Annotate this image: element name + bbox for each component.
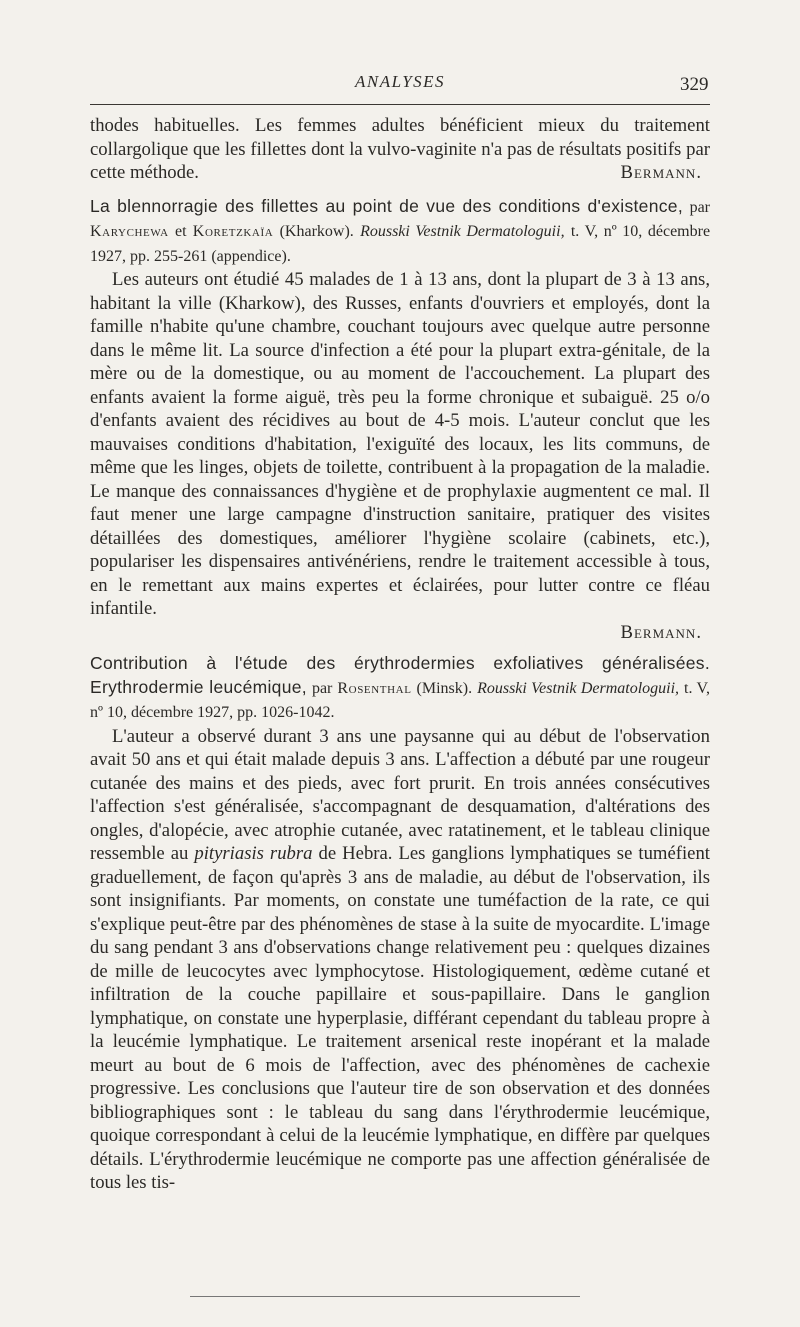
page-number: 329 (680, 74, 709, 95)
signature-1: Bermann. (620, 162, 702, 183)
article-1-reference: t. V, nº 10, décembre 1927, pp. 255-261 (appendice). (90, 223, 711, 265)
spacer (90, 644, 710, 652)
article-2-body-part-2: de Hebra. Les ganglions lymphatiques se tuméfient graduellement, de façon qu'après 3 ans de maladie, au début de l'observation, ils sont insignifiants. Par moments, on constate une tuméfaction de la rate, ce qui s'explique peut-être par des phénomènes de stase à la suite de myocardite. L'image du sang pendant 3 ans d'observations change relativement peu : quelques dizaines de mille de leucocytes avec lymphocytose. Histologiquement, œdème cutané et infiltration de la couche papillaire et sous-papillaire. Dans le ganglion lymphatique, on constate une hyperplasie, différant cependant du tableau propre à la leucémie lymphatique. Le traitement arsenical reste inopérant et la malade meurt au bout de 6 mois de l'affection, avec des phénomènes de cachexie progressive. Les conclusions que l'auteur tire de son observation et des données bibliographiques sont : le tableau du sang dans l'érythrodermie leucémique, quoique correspondant à celui de la leucémie lymphatique, en diffère par quelques détails. L'érythrodermie leucémique ne comporte pas une affection généralisée de tous les tis- (90, 843, 710, 1193)
disease-term: pityriasis rubra (194, 843, 313, 864)
footer-rule (190, 1296, 580, 1297)
signature-2: Bermann. (620, 621, 702, 643)
article-1-and: et (174, 223, 187, 240)
article-2-body-part-1: L'auteur a observé durant 3 ans une paysanne qui au début de l'observation avait 50 ans et qui était malade depuis 3 ans. L'affection a débuté par une rougeur cutanée des mains et des pieds, avec fort prurit. En trois années consécutives l'affection s'est généralisée, s'accompagnant de desquamation, d'altérations des ongles, d'alopécie, avec atrophie cutanée, avec ratatinement, et le tableau clinique ressemble au (90, 725, 710, 864)
article-2-body (90, 725, 710, 1195)
article-1-title: La blennorragie des fillettes au point de vue des conditions d'existence, (90, 195, 683, 216)
continued-text: thodes habituelles. Les femmes adultes bénéficient mieux du traitement collargolique que les fillettes dont la vulvo-vaginite n'a pas de résultats positifs par cette méthode. (90, 115, 710, 183)
article-2-title: Contribution à l'étude des érythrodermies exfoliatives généralisées. Erythrodermie leucémique, (90, 653, 710, 697)
spacer (90, 185, 710, 195)
article-1-author-2: Koretzkaïa (192, 223, 274, 240)
article-2-heading (90, 652, 710, 725)
article-2-journal: Rousski Vestnik Dermatologuii, (477, 679, 680, 697)
article-1-journal: Rousski Vestnik Dermatologuii, (360, 223, 565, 240)
article-2-location: (Minsk). (416, 679, 473, 697)
article-2-author: Rosenthal (337, 679, 412, 697)
article-1-by: par (689, 198, 710, 216)
article-1-author-1: Karychewa (90, 223, 169, 240)
article-2-reference: t. V, nº 10, décembre 1927, pp. 1026-1042. (90, 679, 711, 721)
article-1-heading (90, 195, 710, 269)
header-rule (90, 104, 710, 105)
article-1-location: (Kharkow). (279, 223, 354, 240)
article-1-body: Les auteurs ont étudié 45 malades de 1 à 13 ans, dont la plupart de 3 à 13 ans, habitant la ville (Kharkow), des Russes, enfants d'ouvriers et employés, dont la famille n'habite qu'une chambre, couchant toujours avec quelque autre personne dans le même lit. La source d'infection a été pour la plupart extra-génitale, de la mère ou de la domestique, ou au moment de l'accouchement. La plupart des enfants avaient la forme aiguë, très peu la forme chronique et subaiguë. 25 o/o d'enfants avaient des récidives au bout de 4-5 mois. L'auteur conclut que les mauvaises conditions d'habitation, l'exiguïté des locaux, les lits communs, de même que les linges, objets de toilette, contribuent à la propagation de la maladie. Le manque des connaissances d'hygiène et de prophylaxie augmentent ce mal. Il faut mener une large campagne d'instruction sanitaire, pratiquer des visites détaillées des domestiques, améliorer l'hygiène scolaire (cabinets, etc.), populariser les dispensaires antivénériens, rendre le traitement accessible à tous, en le remettant aux mains expertes et éclairées, pour lutter contre ce fléau infantile. (90, 269, 710, 619)
article-2-by: par (311, 679, 333, 697)
page-body (90, 114, 710, 1195)
running-title: ANALYSES (354, 72, 446, 91)
